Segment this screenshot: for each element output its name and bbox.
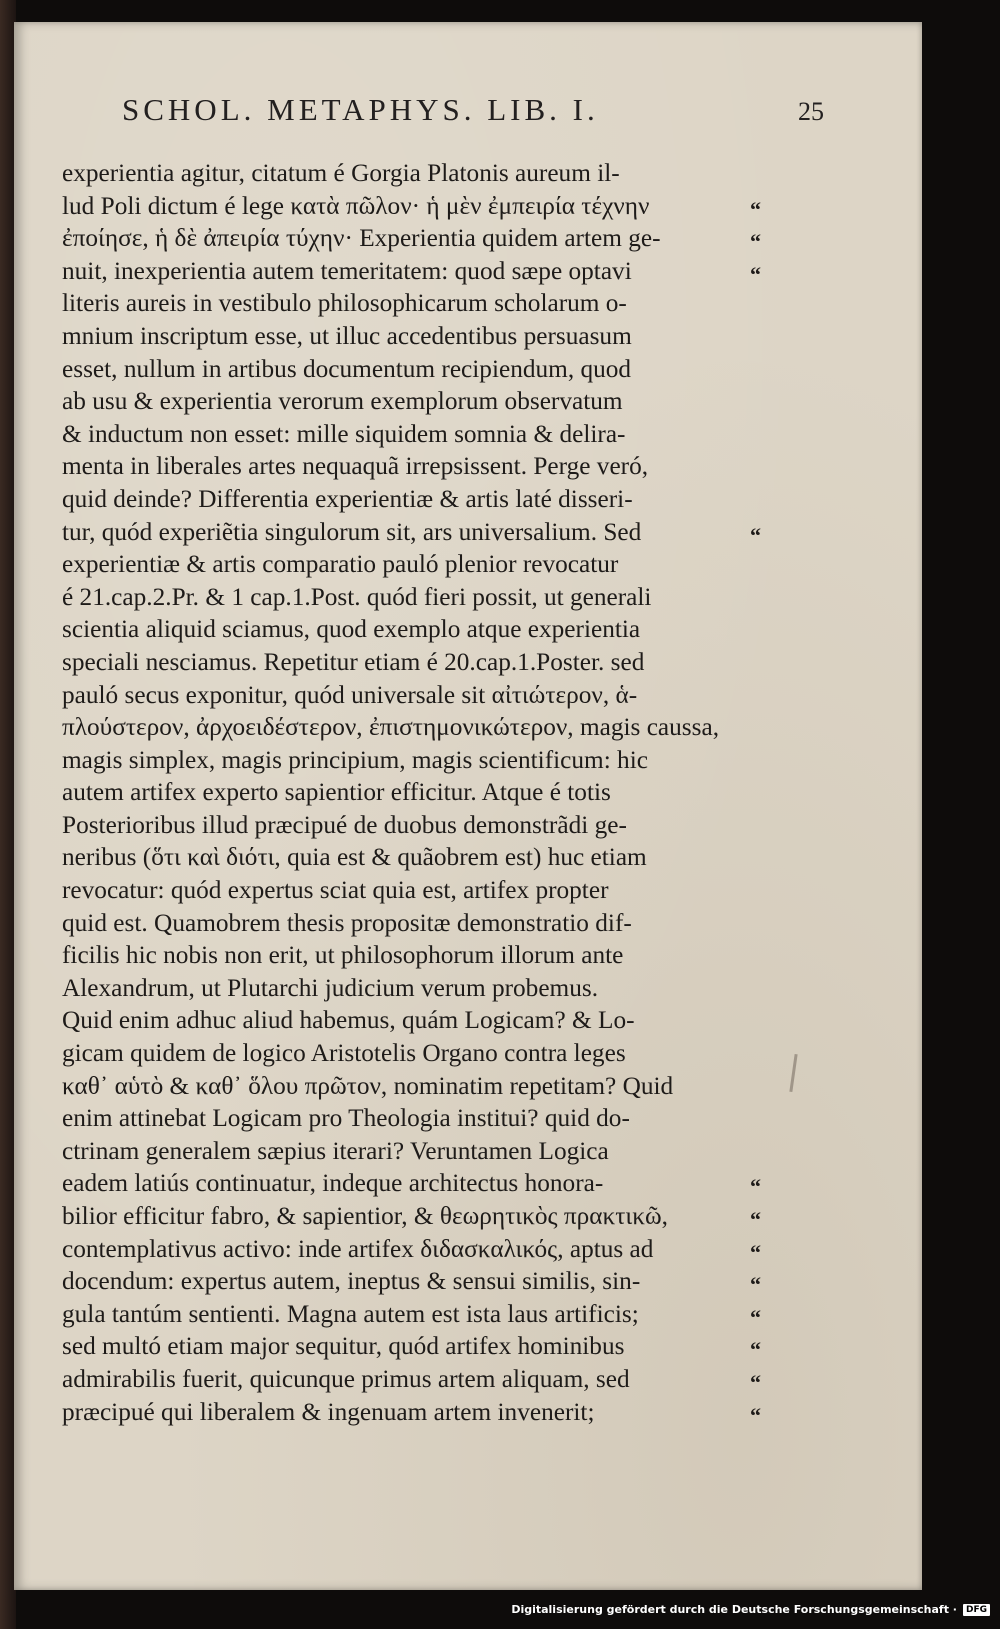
quotation-mark: “ [750, 522, 761, 548]
quotation-mark: “ [750, 1337, 761, 1363]
line-text: gula tantúm sentienti. Magna autem est ista laus artificis; [62, 1299, 639, 1328]
line-text: scientia aliquid sciamus, quod exemplo atque experientia [62, 615, 641, 644]
text-line [62, 581, 762, 614]
text-line [62, 1004, 762, 1037]
line-text: autem artifex experto sapientior efficitur. Atque é totis [62, 778, 611, 807]
quotation-mark: “ [750, 1272, 761, 1298]
body-text [62, 157, 762, 1428]
text-line [62, 1330, 762, 1363]
quotation-mark: “ [750, 229, 761, 255]
text-line [62, 776, 762, 809]
line-text: sed multó etiam major sequitur, quód artifex hominibus [62, 1332, 625, 1361]
text-line [62, 255, 762, 288]
text-line [62, 1298, 762, 1331]
line-text: ἐποίησε, ἡ δὲ ἀπειρία τύχην· Experientia quidem artem ge- [62, 224, 661, 253]
text-line [62, 939, 762, 972]
margin-mark [789, 1054, 797, 1092]
text-line [62, 646, 762, 679]
page-header [122, 92, 842, 128]
quotation-mark: “ [750, 261, 761, 287]
dfg-logo: DFG [963, 1604, 990, 1616]
line-text: Alexandrum, ut Plutarchi judicium verum probemus. [62, 973, 599, 1002]
quotation-mark: “ [750, 1174, 761, 1200]
line-text: neribus (ὅτι καὶ διότι, quia est & quãobrem est) huc etiam [62, 843, 647, 872]
line-text: speciali nesciamus. Repetitur etiam é 20.cap.1.Poster. sed [62, 647, 645, 676]
text-line [62, 744, 762, 777]
text-line [62, 385, 762, 418]
line-text: ab usu & experientia verorum exemplorum observatum [62, 387, 623, 416]
text-line [62, 809, 762, 842]
text-line [62, 1200, 762, 1233]
text-line [62, 320, 762, 353]
line-text: lud Poli dictum é lege κατὰ πῶλον· ἡ μὲν ἐμπειρία τέχνην [62, 191, 650, 220]
text-line [62, 1102, 762, 1135]
text-line [62, 1070, 762, 1103]
line-text: quid est. Quamobrem thesis propositæ demonstratio dif- [62, 908, 632, 937]
text-line [62, 190, 762, 223]
line-text: é 21.cap.2.Pr. & 1 cap.1.Post. quód fieri possit, ut generali [62, 582, 652, 611]
text-line [62, 613, 762, 646]
line-text: bilior efficitur fabro, & sapientior, & θεωρητικὸς πρακτικῶ, [62, 1202, 668, 1230]
line-text: Quid enim adhuc aliud habemus, quám Logicam? & Lo- [62, 1006, 635, 1035]
line-text: Posterioribus illud præcipué de duobus demonstrãdi ge- [62, 810, 627, 839]
quotation-mark: “ [750, 196, 761, 222]
line-text: magis simplex, magis principium, magis scientificum: hic [62, 745, 648, 774]
text-line [62, 1363, 762, 1396]
line-text: mnium inscriptum esse, ut illuc accedentibus persuasum [62, 321, 632, 350]
text-line [62, 1037, 762, 1070]
text-line [62, 711, 762, 744]
text-line [62, 483, 762, 516]
line-text: πλούστερον, ἀρχοειδέστερον, ἐπιστημονικώτερον, magis caussa, [62, 713, 720, 742]
credit-text: Digitalisierung gefördert durch die Deutsche Forschungsgemeinschaft · [511, 1603, 957, 1616]
text-line [62, 157, 762, 190]
line-text: revocatur: quód expertus sciat quia est, artifex propter [62, 876, 609, 905]
text-line [62, 1233, 762, 1266]
text-line [62, 841, 762, 874]
text-line [62, 353, 762, 386]
line-text: menta in liberales artes nequaquã irrepsissent. Perge veró, [62, 452, 649, 481]
text-line [62, 1135, 762, 1168]
text-line [62, 1167, 762, 1200]
text-line [62, 1265, 762, 1298]
line-text: ctrinam generalem sæpius iterari? Veruntamen Logica [62, 1136, 609, 1165]
quotation-mark: “ [750, 1402, 761, 1428]
line-text: καθ᾽ αὑτὸ & καθ᾽ ὅλου πρῶτον, nominatim repetitam? Quid [62, 1071, 674, 1100]
line-text: literis aureis in vestibulo philosophicarum scholarum o- [62, 289, 627, 318]
line-text: ficilis hic nobis non erit, ut philosophorum illorum ante [62, 941, 624, 970]
text-line [62, 972, 762, 1005]
line-text: præcipué qui liberalem & ingenuam artem invenerit; [62, 1397, 595, 1426]
text-line [62, 874, 762, 907]
quotation-mark: “ [750, 1304, 761, 1330]
line-text: quid deinde? Differentia experientiæ & artis laté disseri- [62, 484, 633, 513]
line-text: gicam quidem de logico Aristotelis Organo contra leges [62, 1039, 626, 1068]
text-line [62, 418, 762, 451]
line-text: enim attinebat Logicam pro Theologia institui? quid do- [62, 1104, 630, 1133]
line-text: contemplativus activo: inde artifex διδασκαλικός, aptus ad [62, 1234, 654, 1263]
text-line [62, 450, 762, 483]
line-text: pauló secus exponitur, quód universale sit αἰτιώτερον, ἁ- [62, 680, 638, 709]
text-line [62, 548, 762, 581]
text-line [62, 679, 762, 712]
line-text: experientiæ & artis comparatio pauló plenior revocatur [62, 550, 619, 579]
line-text: eadem latiús continuatur, indeque architectus honora- [62, 1169, 604, 1198]
quotation-mark: “ [750, 1369, 761, 1395]
book-page [14, 22, 922, 1590]
quotation-mark: “ [750, 1207, 761, 1232]
text-line [62, 516, 762, 549]
text-line [62, 1396, 762, 1429]
line-text: tur, quód experiẽtia singulorum sit, ars universalium. Sed [62, 517, 642, 546]
line-text: experientia agitur, citatum é Gorgia Platonis aureum il- [62, 159, 620, 187]
page-number: 25 [798, 97, 824, 126]
quotation-mark: “ [750, 1239, 761, 1265]
line-text: admirabilis fuerit, quicunque primus artem aliquam, sed [62, 1364, 630, 1393]
line-text: esset, nullum in artibus documentum recipiendum, quod [62, 354, 632, 383]
running-title: SCHOL. METAPHYS. LIB. I. [122, 92, 599, 127]
line-text: docendum: expertus autem, ineptus & sensui similis, sin- [62, 1267, 641, 1296]
text-line [62, 287, 762, 320]
text-line [62, 222, 762, 255]
line-text: nuit, inexperientia autem temeritatem: quod sæpe optavi [62, 256, 632, 285]
text-line [62, 907, 762, 940]
digitization-credit [511, 1603, 990, 1616]
line-text: & inductum non esset: mille siquidem somnia & delira- [62, 419, 626, 448]
